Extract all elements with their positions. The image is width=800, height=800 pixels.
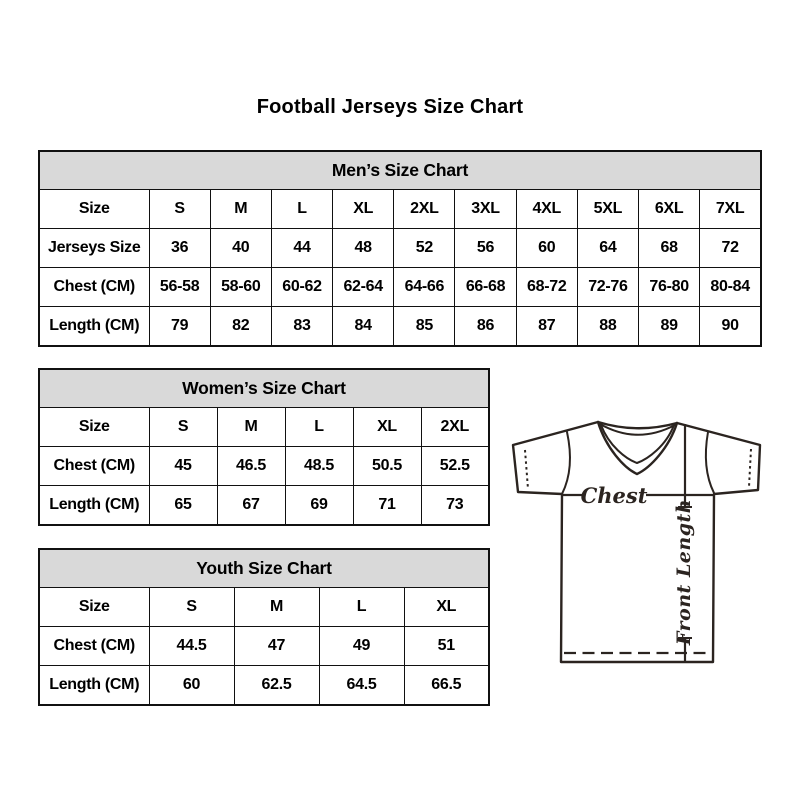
size-cell: 51 <box>404 627 489 666</box>
size-cell: 56 <box>455 229 516 268</box>
size-cell: 2XL <box>421 408 489 447</box>
size-cell: 49 <box>319 627 404 666</box>
size-cell: 5XL <box>577 190 638 229</box>
size-cell: 64 <box>577 229 638 268</box>
size-cell: 60-62 <box>271 268 332 307</box>
size-cell: 76-80 <box>639 268 700 307</box>
size-cell: 60 <box>516 229 577 268</box>
size-cell: 48 <box>333 229 394 268</box>
size-cell: 85 <box>394 307 455 347</box>
row-label-youth-2: Length (CM) <box>39 666 149 706</box>
size-cell: 88 <box>577 307 638 347</box>
size-cell: 87 <box>516 307 577 347</box>
size-cell: 47 <box>234 627 319 666</box>
size-cell: S <box>149 190 210 229</box>
size-cell: 44 <box>271 229 332 268</box>
size-cell: 72 <box>700 229 761 268</box>
table-header-womens: Women’s Size Chart <box>39 369 489 408</box>
row-label-womens-2: Length (CM) <box>39 486 149 526</box>
size-cell: 67 <box>217 486 285 526</box>
size-cell: 44.5 <box>149 627 234 666</box>
size-cell: 50.5 <box>353 447 421 486</box>
row-label-mens-0: Size <box>39 190 149 229</box>
size-cell: 36 <box>149 229 210 268</box>
size-cell: 48.5 <box>285 447 353 486</box>
size-cell: 2XL <box>394 190 455 229</box>
size-cell: 82 <box>210 307 271 347</box>
size-cell: L <box>271 190 332 229</box>
size-cell: 90 <box>700 307 761 347</box>
size-cell: XL <box>404 588 489 627</box>
size-cell: S <box>149 588 234 627</box>
size-cell: 56-58 <box>149 268 210 307</box>
cuff-stitch-right-icon <box>749 449 751 487</box>
row-label-youth-1: Chest (CM) <box>39 627 149 666</box>
table-header-youth: Youth Size Chart <box>39 549 489 588</box>
front-length-label: Front Length <box>673 498 695 646</box>
size-cell: 64-66 <box>394 268 455 307</box>
size-cell: 80-84 <box>700 268 761 307</box>
row-label-womens-1: Chest (CM) <box>39 447 149 486</box>
size-cell: 71 <box>353 486 421 526</box>
chest-label: Chest <box>580 483 648 508</box>
size-cell: S <box>149 408 217 447</box>
row-label-mens-2: Chest (CM) <box>39 268 149 307</box>
size-cell: M <box>210 190 271 229</box>
size-cell: XL <box>353 408 421 447</box>
armhole-seam-left <box>562 432 570 494</box>
row-label-youth-0: Size <box>39 588 149 627</box>
size-cell: 83 <box>271 307 332 347</box>
size-cell: 72-76 <box>577 268 638 307</box>
row-label-womens-0: Size <box>39 408 149 447</box>
size-cell: L <box>319 588 404 627</box>
size-cell: M <box>234 588 319 627</box>
size-cell: 45 <box>149 447 217 486</box>
youth-size-table <box>38 548 490 706</box>
size-cell: 4XL <box>516 190 577 229</box>
size-cell: 68 <box>639 229 700 268</box>
page-title: Football Jerseys Size Chart <box>256 96 524 118</box>
jersey-measurement-diagram <box>500 410 800 670</box>
size-cell: 62-64 <box>333 268 394 307</box>
size-cell: 52.5 <box>421 447 489 486</box>
collar-back-arc-outer <box>598 422 677 428</box>
size-cell: 6XL <box>639 190 700 229</box>
size-cell: 7XL <box>700 190 761 229</box>
size-cell: 79 <box>149 307 210 347</box>
row-label-mens-1: Jerseys Size <box>39 229 149 268</box>
mens-size-table <box>38 150 762 347</box>
size-cell: XL <box>333 190 394 229</box>
size-cell: 69 <box>285 486 353 526</box>
size-cell: 66-68 <box>455 268 516 307</box>
size-cell: 86 <box>455 307 516 347</box>
size-cell: 3XL <box>455 190 516 229</box>
size-cell: 62.5 <box>234 666 319 706</box>
jersey-icon <box>500 410 800 670</box>
cuff-stitch-left-icon <box>525 450 528 489</box>
table-header-mens: Men’s Size Chart <box>39 151 761 190</box>
row-label-mens-3: Length (CM) <box>39 307 149 347</box>
armhole-seam-right <box>706 432 714 493</box>
womens-size-table <box>38 368 490 526</box>
size-cell: 66.5 <box>404 666 489 706</box>
size-cell: 73 <box>421 486 489 526</box>
size-cell: 68-72 <box>516 268 577 307</box>
size-cell: 64.5 <box>319 666 404 706</box>
size-cell: 40 <box>210 229 271 268</box>
size-cell: L <box>285 408 353 447</box>
size-cell: 46.5 <box>217 447 285 486</box>
size-cell: 84 <box>333 307 394 347</box>
size-cell: 58-60 <box>210 268 271 307</box>
size-cell: 65 <box>149 486 217 526</box>
size-cell: 52 <box>394 229 455 268</box>
jersey-outline <box>513 422 760 662</box>
size-cell: 89 <box>639 307 700 347</box>
size-cell: M <box>217 408 285 447</box>
size-cell: 60 <box>149 666 234 706</box>
